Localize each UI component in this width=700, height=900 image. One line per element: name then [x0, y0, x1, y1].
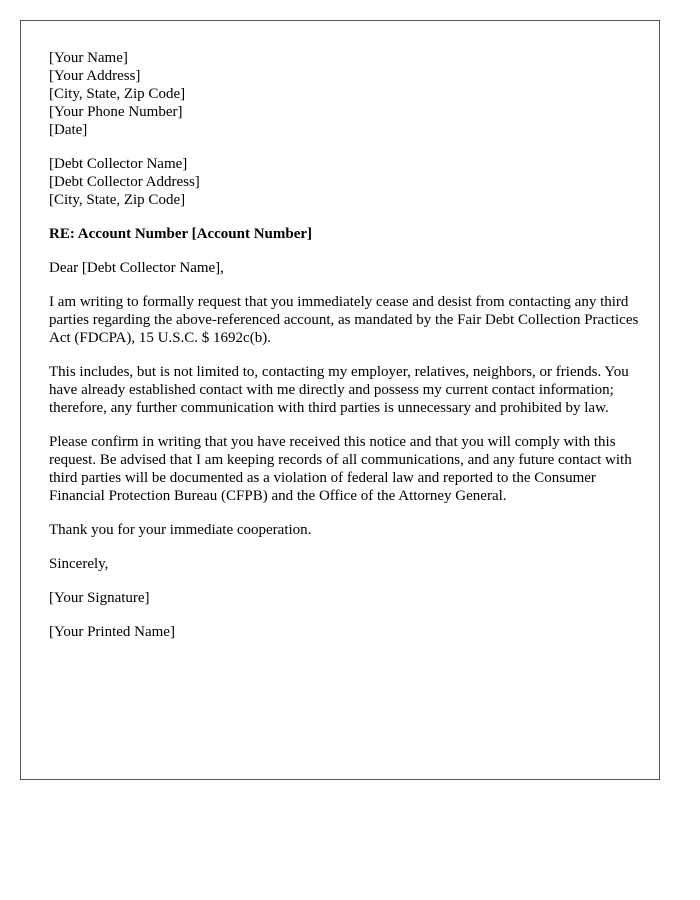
body-paragraph-1: I am writing to formally request that you immediately cease and desist from contacting any third parties regarding the above-referenced account, as mandated by the Fair Debt Collection Practices Act (FDCPA), 15 U.S.C. $ 1692c(b).: [49, 294, 639, 346]
sender-address-block: [49, 49, 649, 139]
closing: Sincerely,: [49, 556, 109, 572]
letter-page: [20, 20, 660, 780]
recipient-address: [Debt Collector Address]: [49, 174, 200, 190]
sender-phone: [Your Phone Number]: [49, 104, 183, 120]
body-paragraph-2: This includes, but is not limited to, contacting my employer, relatives, neighbors, or friends. You have already established contact with me directly and possess my current contact information; therefore, any further communication with third parties is unnecessary and prohibited by law.: [49, 364, 629, 416]
letter-body: [49, 49, 649, 657]
subject-line: RE: Account Number [Account Number]: [49, 226, 313, 242]
sender-name: [Your Name]: [49, 50, 128, 66]
recipient-city-state-zip: [City, State, Zip Code]: [49, 192, 186, 208]
letter-date: [Date]: [49, 122, 88, 138]
recipient-name: [Debt Collector Name]: [49, 156, 188, 172]
recipient-address-block: [49, 155, 649, 209]
sender-city-state-zip: [City, State, Zip Code]: [49, 86, 186, 102]
signature: [Your Signature]: [49, 590, 150, 606]
sender-address: [Your Address]: [49, 68, 141, 84]
printed-name: [Your Printed Name]: [49, 624, 175, 640]
salutation: Dear [Debt Collector Name],: [49, 260, 224, 276]
body-paragraph-3: Please confirm in writing that you have received this notice and that you will comply with this request. Be advised that I am keeping records of all communications, and any future contact with third parties will be documented as a violation of federal law and reported to the Consumer Financial Protection Bureau (CFPB) and the Office of the Attorney General.: [49, 434, 632, 504]
body-paragraph-4: Thank you for your immediate cooperation.: [49, 522, 312, 538]
